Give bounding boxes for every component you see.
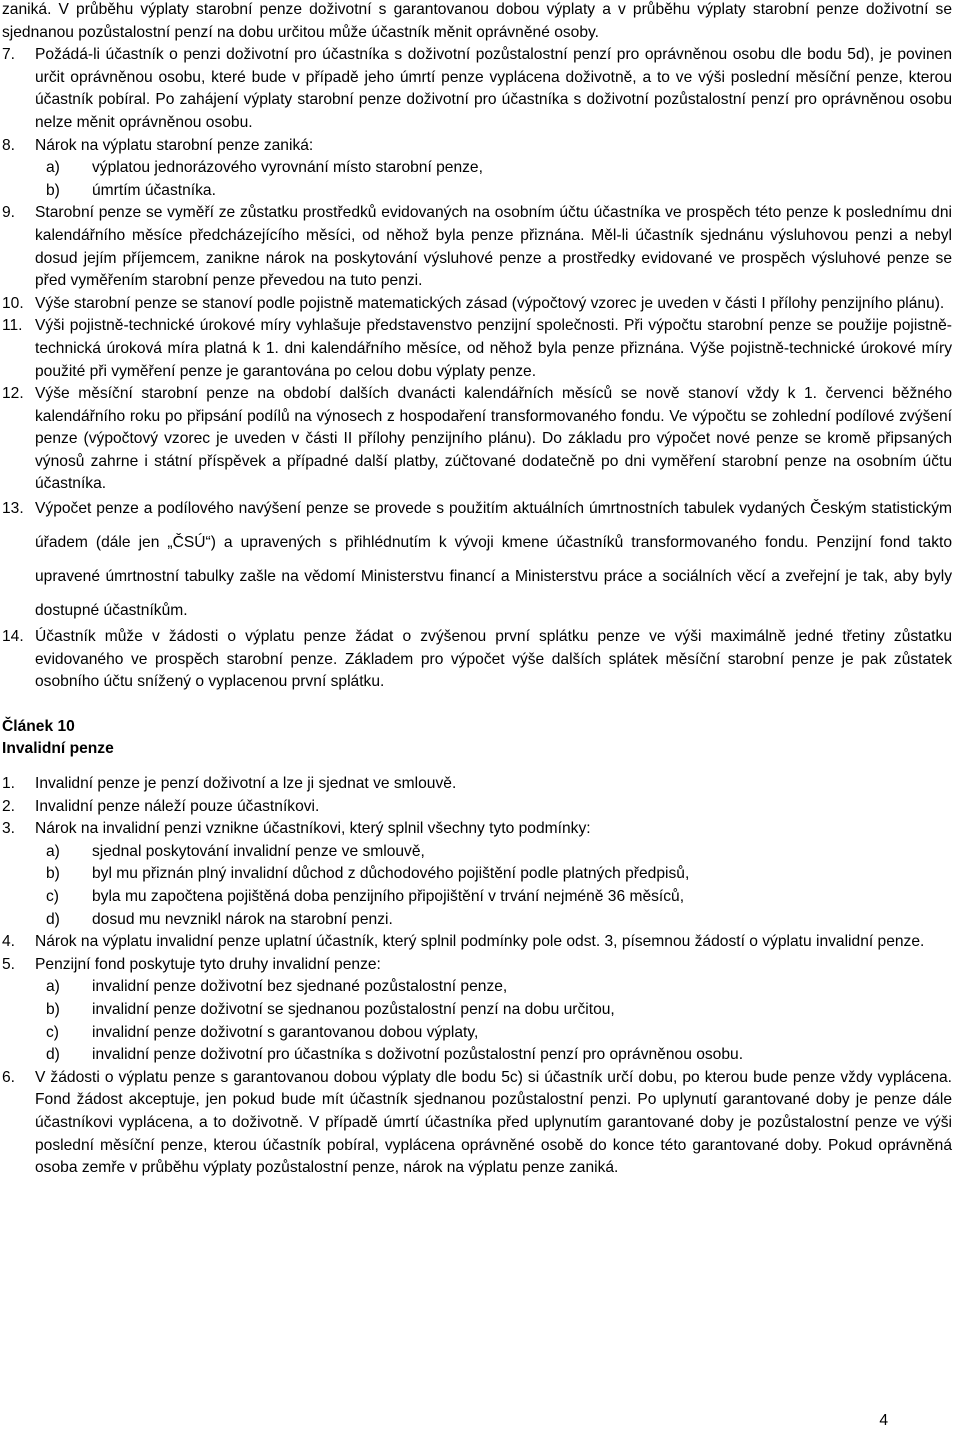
list-item-7 bbox=[2, 44, 952, 134]
numbered-list-section-c bbox=[2, 773, 952, 931]
sub-item-text: výplatou jednorázového vyrovnání místo starobní penze, bbox=[92, 159, 483, 177]
article-number: Článek 10 bbox=[2, 717, 75, 735]
list-item-number: 4. bbox=[2, 933, 16, 951]
list-item-text: Starobní penze se vyměří ze zůstatku prostředků evidovaných na osobním účtu účastníka ve prospěch této penze k poslednímu dni kalendářního měsíce předcházejícího měsíci, od něhož byla penze přiznána. Měl-li účastník sjednánu výsluhovou penzi a nebyl dosud jejím příjemcem, zanikne nárok na poskytování výsluhové penze a prostředky evidované ve prospěch výsluhové penze se před vyměřením starobní penze převedou na tuto penzi. bbox=[35, 204, 952, 290]
sub-item-letter: c) bbox=[46, 888, 59, 905]
list-item-text: Penzijní fond poskytuje tyto druhy invalidní penze: bbox=[35, 955, 381, 973]
sub-item-letter: a) bbox=[46, 159, 60, 177]
sub-item bbox=[2, 863, 952, 886]
list-item-text: Nárok na výplatu starobní penze zaniká: bbox=[35, 136, 314, 154]
list-item-9 bbox=[2, 202, 952, 292]
sub-item-letter: b) bbox=[46, 865, 60, 883]
list-item-number: 9. bbox=[2, 204, 16, 222]
list-item-text: Nárok na výplatu invalidní penze uplatní účastník, který splnil podmínky pole odst. 3, písemnou žádostí o výplatu invalidní penze. bbox=[35, 933, 925, 951]
list-item-number: 12. bbox=[2, 385, 24, 403]
list-item-number: 5. bbox=[2, 955, 16, 973]
sub-item-text: sjednal poskytování invalidní penze ve smlouvě, bbox=[92, 842, 425, 860]
sub-item bbox=[2, 976, 952, 999]
list-item-number: 7. bbox=[2, 46, 16, 64]
list-item-12 bbox=[2, 383, 952, 496]
list-item-text: Požádá-li účastník o penzi doživotní pro účastníka s doživotní pozůstalostní penzí pro oprávněnou osobu dle bodu 5d), je povinen určit oprávněnou osobu, které bude v případě jeho úmrtí penze vyplácena doživotně, a to ve výši poslední měsíční penze, kterou účastník pobíral. Po zahájení výplaty starobní penze doživotní pro účastníka s doživotní pozůstalostní penzí pro oprávněnou osobu nelze měnit oprávněnou osobu. bbox=[35, 46, 952, 131]
sub-item-letter: d) bbox=[46, 1046, 60, 1064]
list-item-number: 2. bbox=[2, 797, 16, 815]
sub-item-letter: d) bbox=[46, 910, 60, 928]
list-item-text: Invalidní penze je penzí doživotní a lze ji sjednat ve smlouvě. bbox=[35, 775, 457, 793]
intro-paragraph: zaniká. V průběhu výplaty starobní penze doživotní s garantovanou dobou výplaty a v průběhu výplaty starobní penze doživotní se sjednanou pozůstalostní penzí na dobu určitou může účastník měnit oprávněné osoby. bbox=[2, 1, 952, 41]
list-item-4 bbox=[2, 931, 952, 954]
list-item-text: Výpočet penze a podílového navýšení penze se provede s použitím aktuálních úmrtnostních tabulek vydaných Českým statistickým úřadem (dále jen „ČSÚ“) a upravených s přihlédnutím k vývoji kmene účastníků transformovaného fondu. Penzijní fond takto upravené úmrtnostní tabulky zašle na vědomí Ministerstvu financí a Ministerstvu práce a sociálních věcí a zveřejní je tak, aby byly dostupné účastníkům. bbox=[35, 500, 952, 620]
list-item-number: 11. bbox=[2, 317, 23, 335]
list-item-number: 1. bbox=[2, 775, 16, 793]
sub-item-letter: a) bbox=[46, 842, 60, 860]
list-item-8 bbox=[2, 135, 952, 158]
list-item-1 bbox=[2, 773, 952, 796]
list-item-text: Výši pojistně-technické úrokové míry vyhlašuje představenstvo penzijní společnosti. Při výpočtu starobní penze se použije pojistně-technická úroková míra platná k 1. dni kalendářního měsíce, od něhož byla penze přiznána. Výše pojistně-technické úrokové míry použité při vyměření penze je garantována po celou dobu výplaty penze. bbox=[35, 317, 952, 380]
list-item-10 bbox=[2, 293, 952, 316]
sub-item bbox=[2, 999, 952, 1022]
article-title: Invalidní penze bbox=[2, 740, 114, 758]
list-item-text: Nárok na invalidní penzi vznikne účastníkovi, který splnil všechny tyto podmínky: bbox=[35, 820, 591, 838]
sub-item-text: byla mu započtena pojištěná doba penzijního připojištění v trvání nejméně 36 měsíců, bbox=[92, 888, 685, 905]
list-item-text: Výše starobní penze se stanoví podle pojistně matematických zásad (výpočtový vzorec je uveden v části I přílohy penzijního plánu). bbox=[35, 294, 945, 312]
sub-item bbox=[2, 1044, 952, 1067]
sub-item-text: invalidní penze doživotní bez sjednané pozůstalostní penze, bbox=[92, 978, 508, 996]
sub-item-letter: c) bbox=[46, 1023, 59, 1041]
sub-item-letter: a) bbox=[46, 978, 60, 996]
list-item-14 bbox=[2, 626, 952, 694]
sub-item bbox=[2, 909, 952, 932]
sub-item-text: byl mu přiznán plný invalidní důchod z důchodového pojištění podle platných předpisů, bbox=[92, 865, 690, 883]
list-item-text: Výše měsíční starobní penze na období dalších dvanácti kalendářních měsíců se nově stanoví vždy k 1. červenci běžného kalendářního roku po připsání podílů na výnosech z hospodaření transformovaného fondu. Ve výpočtu se zohlední podílové zvýšení penze (výpočtový vzorec je uveden v části II přílohy penzijního plánu). Do základu pro výpočet nové penze se kromě připsaných výnosů zahrne i státní příspěvek a případné další platby, zúčtované dodatečně po dni vyměření starobní penze na osobním účtu účastníka. bbox=[35, 385, 952, 493]
numbered-list-section-a bbox=[2, 44, 952, 202]
document-body bbox=[2, 0, 952, 1180]
sub-item-text: dosud mu nevznikl nárok na starobní penzi. bbox=[92, 910, 393, 928]
list-item-number: 3. bbox=[2, 820, 16, 838]
list-item-number: 6. bbox=[2, 1068, 16, 1086]
list-item-2 bbox=[2, 796, 952, 819]
list-item-5 bbox=[2, 954, 952, 977]
sub-item-letter: b) bbox=[46, 181, 60, 199]
page-number: 4 bbox=[879, 1412, 888, 1429]
sub-item-text: invalidní penze doživotní s garantovanou dobou výplaty, bbox=[92, 1023, 479, 1041]
numbered-list-section-e bbox=[2, 1067, 952, 1180]
sub-item bbox=[2, 886, 952, 909]
sub-item-letter: b) bbox=[46, 1000, 60, 1018]
list-item-number: 8. bbox=[2, 136, 16, 154]
sub-item-text: úmrtím účastníka. bbox=[92, 181, 216, 199]
list-item-11 bbox=[2, 315, 952, 383]
sub-item bbox=[2, 157, 952, 180]
sub-item bbox=[2, 1022, 952, 1045]
numbered-list-section-d bbox=[2, 931, 952, 1067]
list-item-number: 13. bbox=[2, 500, 24, 518]
sub-item bbox=[2, 180, 952, 203]
list-item-number: 14. bbox=[2, 628, 24, 646]
sub-item-text: invalidní penze doživotní se sjednanou pozůstalostní penzí na dobu určitou, bbox=[92, 1000, 615, 1018]
list-item-number: 10. bbox=[2, 294, 24, 312]
list-item-text: Invalidní penze náleží pouze účastníkovi. bbox=[35, 797, 320, 815]
sub-item bbox=[2, 841, 952, 864]
list-item-3 bbox=[2, 818, 952, 841]
numbered-list-section-b bbox=[2, 202, 952, 694]
list-item-13 bbox=[2, 492, 952, 628]
list-item-text: Účastník může v žádosti o výplatu penze žádat o zvýšenou první splátku penze ve výši maximálně jedné třetiny zůstatku evidovaného ve prospěch starobní penze. Základem pro výpočet výše dalších splátek měsíční starobní penze je pak zůstatek osobního účtu snížený o vyplacenou první splátku. bbox=[35, 628, 952, 691]
list-item-text: V žádosti o výplatu penze s garantovanou dobou výplaty dle bodu 5c) si účastník určí dobu, po kterou bude penze vždy vyplácena. Fond žádost akceptuje, jen pokud bude mít účastník sjednanou pozůstalostní penzi. Po uplynutí garantované doby je penze dále účastníkovi vyplácena, a to doživotně. V případě úmrtí účastníka před uplynutím garantované doby je pozůstalostní penze ve výši poslední měsíční penze, kterou účastník pobíral, vyplácena oprávněné osobě do konce této garantované doby. Pokud oprávněná osoba zemře v průběhu výplaty pozůstalostní penze, nárok na výplatu penze zaniká. bbox=[35, 1068, 952, 1177]
list-item-6 bbox=[2, 1067, 952, 1180]
sub-item-text: invalidní penze doživotní pro účastníka s doživotní pozůstalostní penzí pro oprávněnou osobu. bbox=[92, 1046, 744, 1064]
